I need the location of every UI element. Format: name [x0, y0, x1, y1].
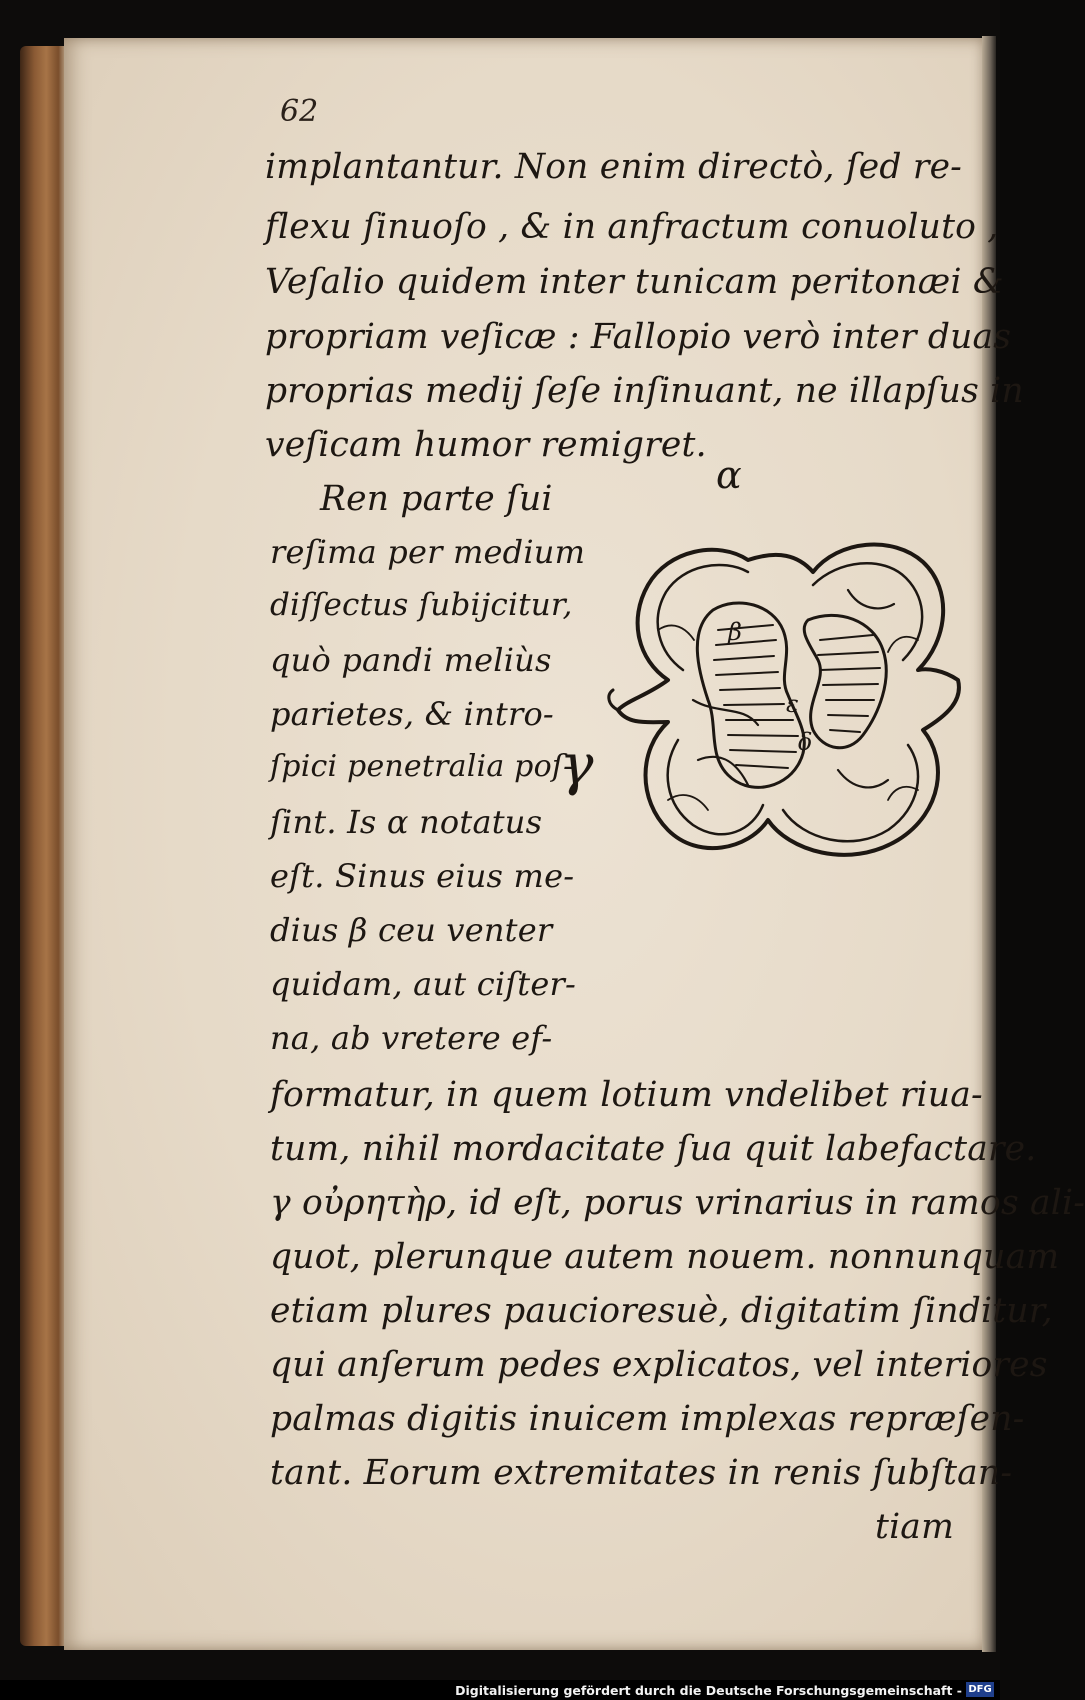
- side-text-line: na, ab vretere ef-: [270, 1019, 553, 1057]
- side-text-line: dius β ceu venter: [270, 911, 553, 949]
- text-line: tum, nihil mordacitate ſua quit labefactare.: [270, 1129, 1037, 1169]
- text-line: palmas digitis inuicem implexas repræſen-: [270, 1399, 1025, 1439]
- figure-label-delta: δ: [798, 728, 813, 756]
- text-line: tiam: [875, 1507, 954, 1547]
- text-line: etiam plures paucioresuè, digitatim ſinditur,: [270, 1291, 1053, 1331]
- side-text-line: parietes, & intro-: [270, 695, 554, 733]
- text-line: quot, plerunque autem nouem. nonnunquam: [270, 1237, 1060, 1277]
- side-text-line: diſſectus ſubijcitur,: [270, 587, 573, 623]
- page-number: 62: [280, 94, 319, 129]
- footer-credit: Digitalisierung gefördert durch die Deutsche Forschungsgemeinschaft -: [455, 1683, 962, 1698]
- figure-label-epsilon: ε: [786, 690, 799, 718]
- text-line: formatur, in quem lotium vndelibet riua-: [270, 1075, 983, 1115]
- text-line: γ οὐρητὴρ, id eſt, porus vrinarius in ramos ali-: [270, 1183, 1085, 1223]
- text-line: Veſalio quidem inter tunicam peritonæi &: [265, 262, 1004, 302]
- text-line: veſicam humor remigret.: [265, 425, 707, 465]
- figure-label-alpha: α: [716, 453, 742, 497]
- side-text-line: Ren parte ſui: [320, 479, 553, 519]
- text-line: flexu ſinuoſo , & in anfractum conuoluto ,: [265, 207, 999, 247]
- side-text-line: quò pandi meliùs: [270, 641, 552, 679]
- side-text-line: ſint. Is α notatus: [270, 803, 543, 841]
- book-spine: [20, 46, 68, 1646]
- text-line: proprias medij ſeſe inſinuant, ne illapſus in: [265, 371, 1024, 411]
- figure-label-gamma: γ: [560, 733, 594, 798]
- text-line: implantantur. Non enim directò, ſed re-: [265, 147, 963, 187]
- text-line: propriam veſicæ : Fallopio verò inter duas: [265, 317, 1012, 357]
- side-text-line: reſima per medium: [270, 533, 586, 571]
- text-line: qui anſerum pedes explicatos, vel interiores: [270, 1345, 1048, 1385]
- kidney-woodcut-illustration: [598, 453, 970, 920]
- figure-label-beta: β: [728, 618, 742, 646]
- text-line: tant. Eorum extremitates in renis ſubſtan-: [270, 1453, 1013, 1493]
- dfg-logo: DFG: [966, 1682, 994, 1697]
- side-text-line: quidam, aut ciſter-: [270, 965, 577, 1003]
- side-text-line: eſt. Sinus eius me-: [270, 857, 575, 895]
- side-text-line: ſpici penetralia poſ-: [270, 749, 574, 784]
